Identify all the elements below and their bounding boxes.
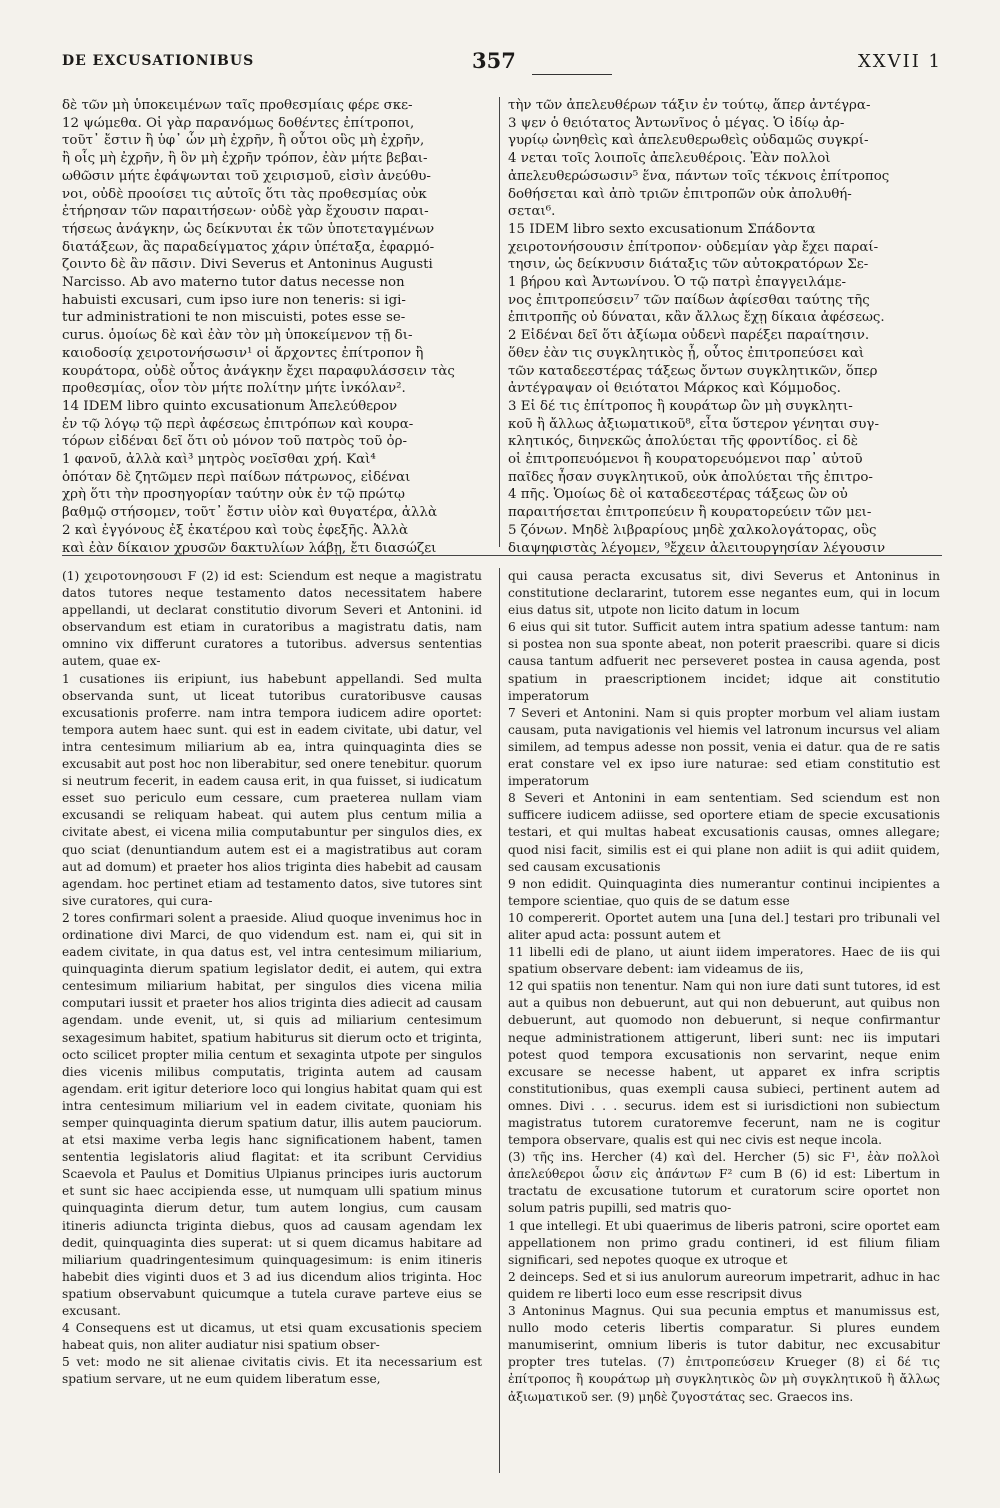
page-number: 357 <box>472 48 516 73</box>
running-header <box>62 48 942 78</box>
greek-text-right-column: τὴν τῶν ἀπελευθέρων τάξιν ἐν τούτῳ, ἅπερ ἀντέγρα- 3 ψεν ὁ θειότατος Ἀντωνῖνος ὁ μέγας. Ὁ ἰδίῳ ἀρ- γυρίῳ ὠνηθεὶς καὶ ἀπελευθερωθεὶς οὐδαμῶς συγκρί- 4 νεται τοῖς λοιποῖς ἀπελευθέροις. Ἐὰν πολλοὶ ἀπελευθερώσωσιν⁵ ἕνα, πάντων τοῖς τέκνοις ἐπίτροπος δοθήσεται καὶ ἀπὸ τριῶν ἐπιτροπῶν οὐκ ἀπολυθή- σεται⁶. 15 IDEM libro sexto excusationum Σπάδοντα χειροτονήσουσιν ἐπίτροπον· οὐδεμίαν γὰρ ἔχει παραί- τησιν, ὡς δείκνυσιν διάταξις τῶν αὐτοκρατόρων Σε- 1 βήρου καὶ Ἀντωνίνου. Ὁ τῷ πατρὶ ἐπαγγειλάμε- νος ἐπιτροπεύσειν⁷ τῶν παίδων ἀφίεσθαι ταύτης τῆς ἐπιτροπῆς οὐ δύναται, κἂν ἄλλως ἔχῃ δίκαια ἀφέσεως. 2 Εἰδέναι δεῖ ὅτι ἀξίωμα οὐδενὶ παρέξει παραίτησιν. ὅθεν ἐὰν τις συγκλητικὸς ᾖ, οὗτος ἐπιτροπεύσει καὶ τῶν καταδεεστέρας τάξεως ὄντων συγκλητικῶν, ὅπερ ἀντέγραψαν οἱ θειότατοι Μάρκος καὶ Κόμμοδος. 3 Εἰ δέ τις ἐπίτροπος ἢ κουράτωρ ὢν μὴ συγκλητι- κοῦ ἢ ἄλλως ἀξιωματικοῦ⁸, εἶτα ὕστερον γένηται συγ- κλητικός, διηνεκῶς ἀπολύεται τῆς φροντίδος. εἰ δὲ οἱ ἐπιτροπευόμενοι ἢ κουρατορευόμενοι παρ᾽ αὐτοῦ παῖδες ἦσαν συγκλητικοῦ, οὐκ ἀπολύεται τῆς ἐπιτρο- 4 πῆς. Ὁμοίως δὲ οἱ καταδεεστέρας τάξεως ὢν οὐ παραιτήσεται ἐπιτροπεύειν ἢ κουρατορεύειν τῶν μει- 5 ζόνων. Μηδὲ λιβραρίους μηδὲ χαλκολογάτορας, οὓς διαψηφιστὰς λέγομεν, ⁹ἔχειν ἀλειτουργησίαν λέγουσιν <box>508 98 890 556</box>
column-divider-bottom <box>499 568 500 1473</box>
section-number: XXVII 1 <box>857 51 942 72</box>
header-title: DE EXCUSATIONIBUS <box>62 53 255 69</box>
notes-right-column: qui causa peracta excusatus sit, divi Severus et Antoninus in constitutione declararint, tutorem esse negantes eum, qui in locum eius datus sit, utpote non licito datum in locum 6 eius qui sit tutor. Sufficit autem intra spatium adesse tantum: nam si postea non sua sponte abeat, non poterit praescribi. quare si dicis causa tantum adfuerit nec perseveret postea in causa agenda, post spatium in praescriptionem incidet; idque ait constitutio imperatorum 7 Severi et Antonini. Nam si quis propter morbum vel aliam iustam causam, puta navigationis vel hiemis vel latronum incursus vel aliam similem, ad tempus adesse non possit, venia ei datur. qua de re satis erat constare vel ex ipso iure naturae: sed etiam constitutio est imperatorum 8 Severi et Antonini in eam sententiam. Sed sciendum est non sufficere iudicem adiisse, sed oportere etiam de specie excusationis testari, et qui multas habeat excusationis causas, omnes allegare; quod nisi facit, similis est ei qui plane non adiit is qui adiit quidem, sed causam excusationis 9 non edidit. Quinquaginta dies numerantur continui incipientes a tempore scientiae, quo quis de se datum esse 10 compererit. Oportet autem una [una del.] testari pro tribunali vel aliter apud acta: possunt autem et 11 libelli edi de plano, ut aiunt iidem imperatores. Haec de iis qui spatium observare debent: iam videamus de iis, 12 qui spatiis non tenentur. Nam qui non iure dati sunt tutores, id est aut a quibus non debuerunt, aut qui non debuerunt, aut quibus non debuerunt, aut quomodo non debuerunt, si neque confirmantur neque administrationem attigerunt, liberi sunt: nec iis imputari potest quod tempora excusationis non servarint, neque enim excusare se necesse habent, ut apparet ex infra scriptis constitutionibus, quas exempli causa subieci, pertinent autem ad omnes. Divi . . . securus. idem est si iurisdictioni non subiectum magistratus tutorem curatoremve fecerunt, nam ne is cogitur tempora observare, qualis est qui nec civis est neque incola. (3) τῆς ins. Hercher (4) καὶ del. Hercher (5) sic F¹, ἐὰν πολλοὶ ἀπελεύθεροι ὦσιν εἰς ἀπάντων F² cum B (6) id est: Libertum in tractatu de excusatione tutorum et curatorum scire oportet non solum patris pupilli, sed matris quo- 1 que intellegi. Et ubi quaerimus de liberis patroni, scire oportet eam appellationem non primo gradu contineri, id est filium filiam significari, sed nepotes quoque ex utroque et 2 deinceps. Sed et si ius anulorum aureorum impetrarit, adhuc in hac quidem re liberti loco eum esse rescripsit divus 3 Antoninus Magnus. Qui sua pecunia emptus et manumissus est, nullo modo ceteris libertis comparatur. Si plures eundem manumiserint, omnium liberis is tutor dabitur, nec excusabitur propter tres tutelas. (7) ἐπιτροπεύσειν Krueger (8) εἰ δέ τις ἐπίτροπος ἢ κουράτωρ μὴ συγκλητικὸς ὢν μὴ συγκλητικοῦ ἢ ἄλλως ἀξιωματικοῦ ser. (9) μηδὲ ζυγοστάτας sec. Graecos ins. <box>508 569 940 1404</box>
notes-left-column: (1) χειροτονησουσι F (2) id est: Sciendum est neque a magistratu datos tutores neque testamento datos necessitatem habere appellandi, ut declarat constitutio divorum Severi et Antonini. id observandum est etiam in curatoribus a magistratu datis, nam omnino vix differunt curatores a tutoribus. adversus sententias autem, quae ex- 1 cusationes iis eripiunt, ius habebunt appellandi. Sed multa observanda sunt, ut liceat tutoribus curatoribusve causas excusationis proferre. nam intra tempora iudicem adire oportet: tempora autem haec sunt. qui est in eadem civitate, ubi datur, vel intra centesimum miliarium ab ea, intra quinquaginta dies se excusabit aut post hoc non liberabitur, sed onere tenebitur. quorum si neutrum fecerit, in eadem causa erit, in qua fuisset, si iudicatum esset suo periculo eum cessare, cum praeterea nullam viam excusandi se reliquam habeat. qui autem plus centum milia a civitate abest, ei vicena milia computabuntur per singulos dies, ex quo sciat (denuntiandum autem est ei a magistratibus aut coram aut ad domum) et praeter hos alios triginta dies habebit ad causam agendam. hoc pertinet etiam ad testamento datos, sive tutores sint sive curatores, qui cura- 2 tores confirmari solent a praeside. Aliud quoque invenimus hoc in ordinatione divi Marci, de quo videndum est. nam ei, qui sit in eadem civitate, in qua datus est, vel intra centesimum miliarium, quinquaginta dierum spatium legislator dedit, ei autem, qui extra centesimum miliarium habitat, per singulos dies vicena milia computari iussit et praeter hos alios triginta dies adiecit ad causam agendam. unde evenit, ut, si quis ad miliarium centesimum sexagesimum habitet, spatium habiturus sit dierum octo et triginta, octo scilicet propter milia centum et sexaginta utpote per singulos dies vicenis milibus computatis, triginta autem ad causam agendam. erit igitur deteriore loco qui longius habitat quam qui est intra centesimum miliarium vel in eadem civitate, quoniam his semper quinquaginta dierum spatium datur, illis autem pauciorum. at etsi maxime verba legis hanc significationem habent, tamen sententia legislatoris aliud flagitat: et ita scribunt Cervidius Scaevola et Paulus et Domitius Ulpianus principes iuris auctorum et sunt sic haec accipienda esse, ut numquam ulli spatium minus quinquaginta dierum detur, tum autem longius, cum causam itineris adiuncta triginta diebus, quos ad causam agendam lex dedit, quinquaginta dies superat: ut si quem dicamus habitare ad miliarium quadringentesimum quinquagesimum: is enim itineris habebit dies viginti duos et 3 ad ius dicendum alios triginta. Hoc spatium observabunt quicumque a tutela curave parteve eius se excusant. 4 Consequens est ut dicamus, ut etsi quam excusationis speciem habeat quis, non aliter audiatur nisi spatium obser- 5 vet: modo ne sit alienae civitatis civis. Et ita necessarium est spatium servare, ut ne eum quidem liberatum esse, <box>62 569 482 1387</box>
greek-text-left-column: δὲ τῶν μὴ ὑποκειμένων ταῖς προθεσμίαις φέρε σκε- 12 ψώμεθα. Οἱ γὰρ παρανόμως δοθέντες ἐπίτροποι, τοῦτ᾽ ἔστιν ἢ ὑφ᾽ ὧν μὴ ἐχρῆν, ἢ οὗτοι οὓς μὴ ἐχρῆν, ἢ οἷς μὴ ἐχρῆν, ἢ ὃν μὴ ἐχρῆν τρόπον, ἐὰν μήτε βεβαι- ωθῶσιν μήτε ἐφάψωνται τοῦ χειρισμοῦ, εἰσὶν ἀνεύθυ- νοι, οὐδὲ προοίσει τις αὐτοῖς ὅτι τὰς προθεσμίας οὐκ ἐτήρησαν τῶν παραιτήσεων· οὐδὲ γὰρ ἔχουσιν παραι- τήσεως ἀνάγκην, ὡς δείκνυται ἐκ τῶν ὑποτεταγμένων διατάξεων, ἃς παραδείγματος χάριν ὑπέταξα, ἐφαρμό- ζοιντο δὲ ἂν πᾶσιν. Divi Severus et Antoninus Augusti Narcisso. Ab avo materno tutor datus necesse non habuisti excusari, cum ipso iure non teneris: si igi- tur administrationi te non miscuisti, potes esse se- curus. ὁμοίως δὲ καὶ ἐὰν τὸν μὴ ὑποκείμενον τῇ δι- καιοδοσίᾳ χειροτονήσωσιν¹ οἱ ἄρχοντες ἐπίτροπον ἢ κουράτορα, οὐδὲ οὗτος ἀνάγκην ἔχει παραφυλάσσειν τὰς προθεσμίας, οἷον τὸν μήτε πολίτην μήτε ἰνκόλαν². 14 IDEM libro quinto excusationum Ἀπελεύθερον ἐν τῷ λόγῳ τῷ περὶ ἀφέσεως ἐπιτρόπων καὶ κουρα- τόρων εἰδέναι δεῖ ὅτι οὐ μόνον τοῦ πατρὸς τοῦ ὀρ- 1 φανοῦ, ἀλλὰ καὶ³ μητρὸς νοεῖσθαι χρή. Καὶ⁴ ὁπόταν δὲ ζητῶμεν περὶ παίδων πάτρωνος, εἰδέναι χρὴ ὅτι τὴν προσηγορίαν ταύτην οὐκ ἐν τῷ πρώτῳ βαθμῷ στήσομεν, τοῦτ᾽ ἔστιν υἱὸν καὶ θυγατέρα, ἀλλὰ 2 καὶ ἐγγόνους ἐξ ἑκατέρου καὶ τοὺς ἐφεξῆς. Ἀλλὰ καὶ ἐὰν δίκαιον χρυσῶν δακτυλίων λάβῃ, ἔτι διασώζει <box>62 98 455 556</box>
column-divider-top <box>499 97 500 547</box>
header-rule <box>532 74 612 75</box>
section-divider <box>62 555 942 556</box>
